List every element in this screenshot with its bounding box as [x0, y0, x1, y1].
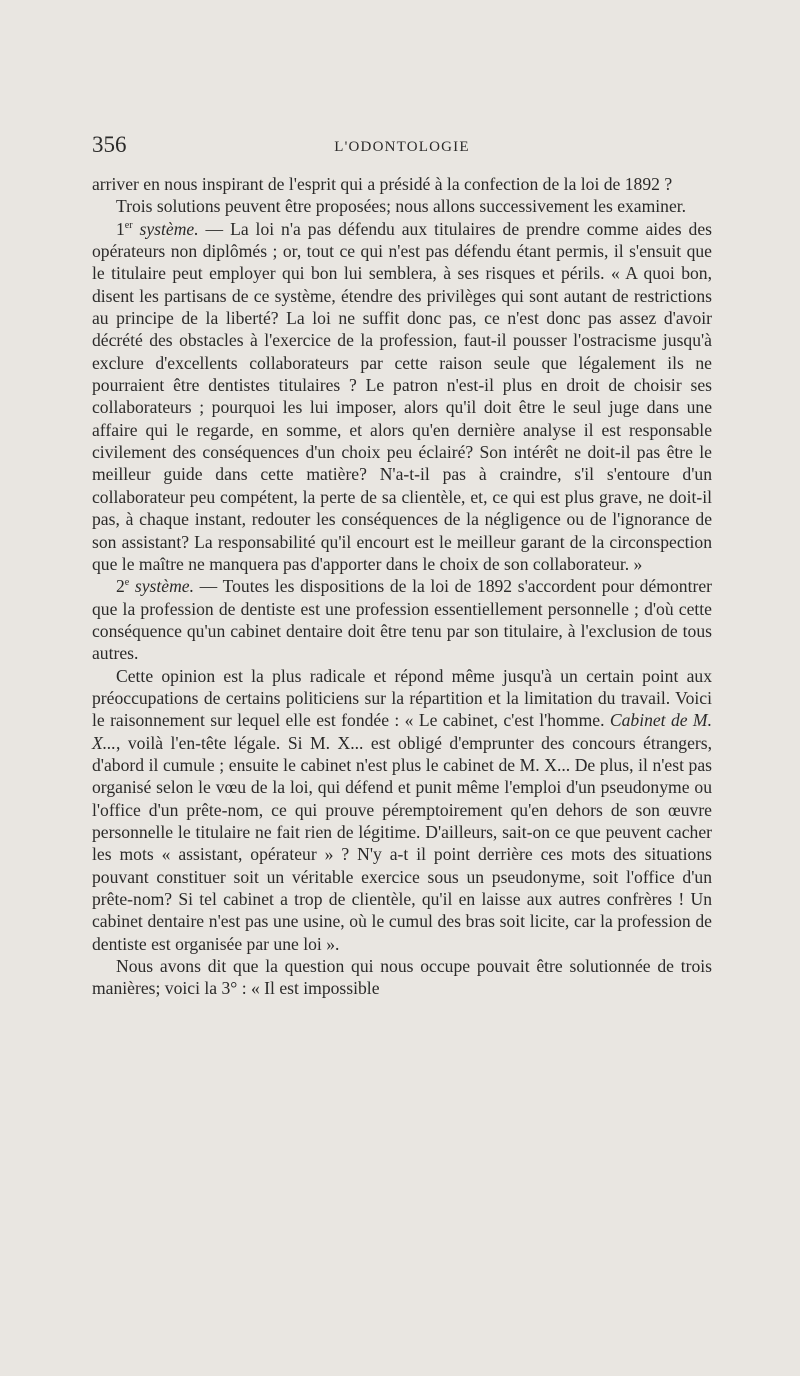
system-ordinal-suffix: e	[124, 577, 130, 589]
paragraph-text: Nous avons dit que la question qui nous occupe pouvait être solutionnée de trois manières; voici la 3° : « Il est impossible	[92, 956, 712, 999]
page-number: 356	[92, 132, 127, 157]
page-header	[92, 132, 712, 162]
paragraph-text: — La loi n'a pas défendu aux titulaires de prendre comme aides des opérateurs non diplômés ; or, tout ce qui n'est pas défendu étant permis, il s'ensuit que le titulaire peut employer qui bon lui semblera, à ses risques et périls. « A quoi bon, disent les partisans de ce système, étendre des privilèges qui sont autant de restrictions au principe de la liberté? La loi ne suffit donc pas, ce n'est donc pas assez d'avoir décrété des obstacles à l'exercice de la profession, faut-il pousser l'ostracisme jusqu'à exclure d'excellents collaborateurs par cette raison seule que légalement ils ne pourraient être dentistes titulaires ? Le patron n'est-il plus en droit de choisir ses collaborateurs ; pourquoi les lui imposer, alors qu'il doit être le seul juge dans une affaire qui le regarde, en somme, et alors qu'en dernière analyse il est responsable civilement des conséquences d'un choix peu éclairé? Son intérêt ne doit-il pas être le meilleur guide dans cette matière? N'a-t-il pas à craindre, s'il s'entoure d'un collaborateur peu compétent, la perte de sa clientèle, et, ce qui est plus grave, ne doit-il pas, à chaque instant, redouter les conséquences de la négligence ou de l'ignorance de son assistant? La responsabilité qu'il encourt est le meilleur garant de la circonspection que le maître ne manquera pas d'apporter dans le choix de son collaborateur. »	[92, 218, 712, 574]
system-ordinal-suffix: er	[124, 219, 133, 231]
paragraph-continuation	[92, 173, 712, 195]
paragraph-text: — Toutes les dispositions de la loi de 1892 s'accordent pour démontrer que la profession de dentiste est une profession essentiellement personnelle ; d'où cette conséquence qu'un cabinet dentaire doit être tenu par son titulaire, à l'exclusion de tous autres.	[92, 576, 712, 664]
body-text	[92, 173, 712, 1000]
paragraph-third-way	[92, 955, 712, 1000]
paragraph-text: Cette opinion est la plus radicale et répond même jusqu'à un certain point aux préoccupations de certains politiciens sur la répartition et la limitation du travail. Voici le raisonnement sur lequel elle est fondée : « Le cabinet, c'est l'homme.	[92, 665, 712, 731]
system-label: système.	[129, 576, 195, 597]
paragraph-text: , voilà l'en-tête légale. Si M. X... est obligé d'emprunter des concours étrangers, d'abord il cumule ; ensuite le cabinet n'est plus le cabinet de M. X... De plus, il n'est pas organisé selon le vœu de la loi, qui défend et punit même l'emploi d'un pseudonyme ou l'office d'un prête-nom, ce qui prouve péremptoirement qu'en dehors de son œuvre personnelle le titulaire ne fait rien de légitime. D'ailleurs, sait-on ce que peuvent cacher les mots « assistant, opérateur » ? N'y a-t il point derrière ces mots des situations pouvant constituer soit un véritable exercice sous un pseudonyme, soit l'office d'un prête-nom? Si tel cabinet a trop de clientèle, qu'il en laisse aux autres confrères ! Un cabinet dentaire n'est pas une usine, où le cumul des bras soit licite, car la profession de dentiste est organisée par une loi ».	[92, 732, 712, 954]
paragraph-text: Trois solutions peuvent être proposées; nous allons successivement les examiner.	[116, 196, 687, 217]
paragraph-first-system	[92, 218, 712, 576]
paragraph-second-system	[92, 575, 712, 664]
system-label: système.	[132, 218, 199, 239]
paragraph-text: arriver en nous inspirant de l'esprit qui a présidé à la confection de la loi de 1892 ?	[92, 174, 673, 194]
paragraph-radical-opinion	[92, 665, 712, 955]
system-number: 1	[116, 218, 125, 239]
system-number: 2	[116, 576, 125, 597]
paragraph-solutions-intro	[92, 195, 712, 217]
running-title: L'ODONTOLOGIE	[334, 139, 470, 155]
italic-phrase: Cabinet de M. X...	[92, 710, 712, 753]
